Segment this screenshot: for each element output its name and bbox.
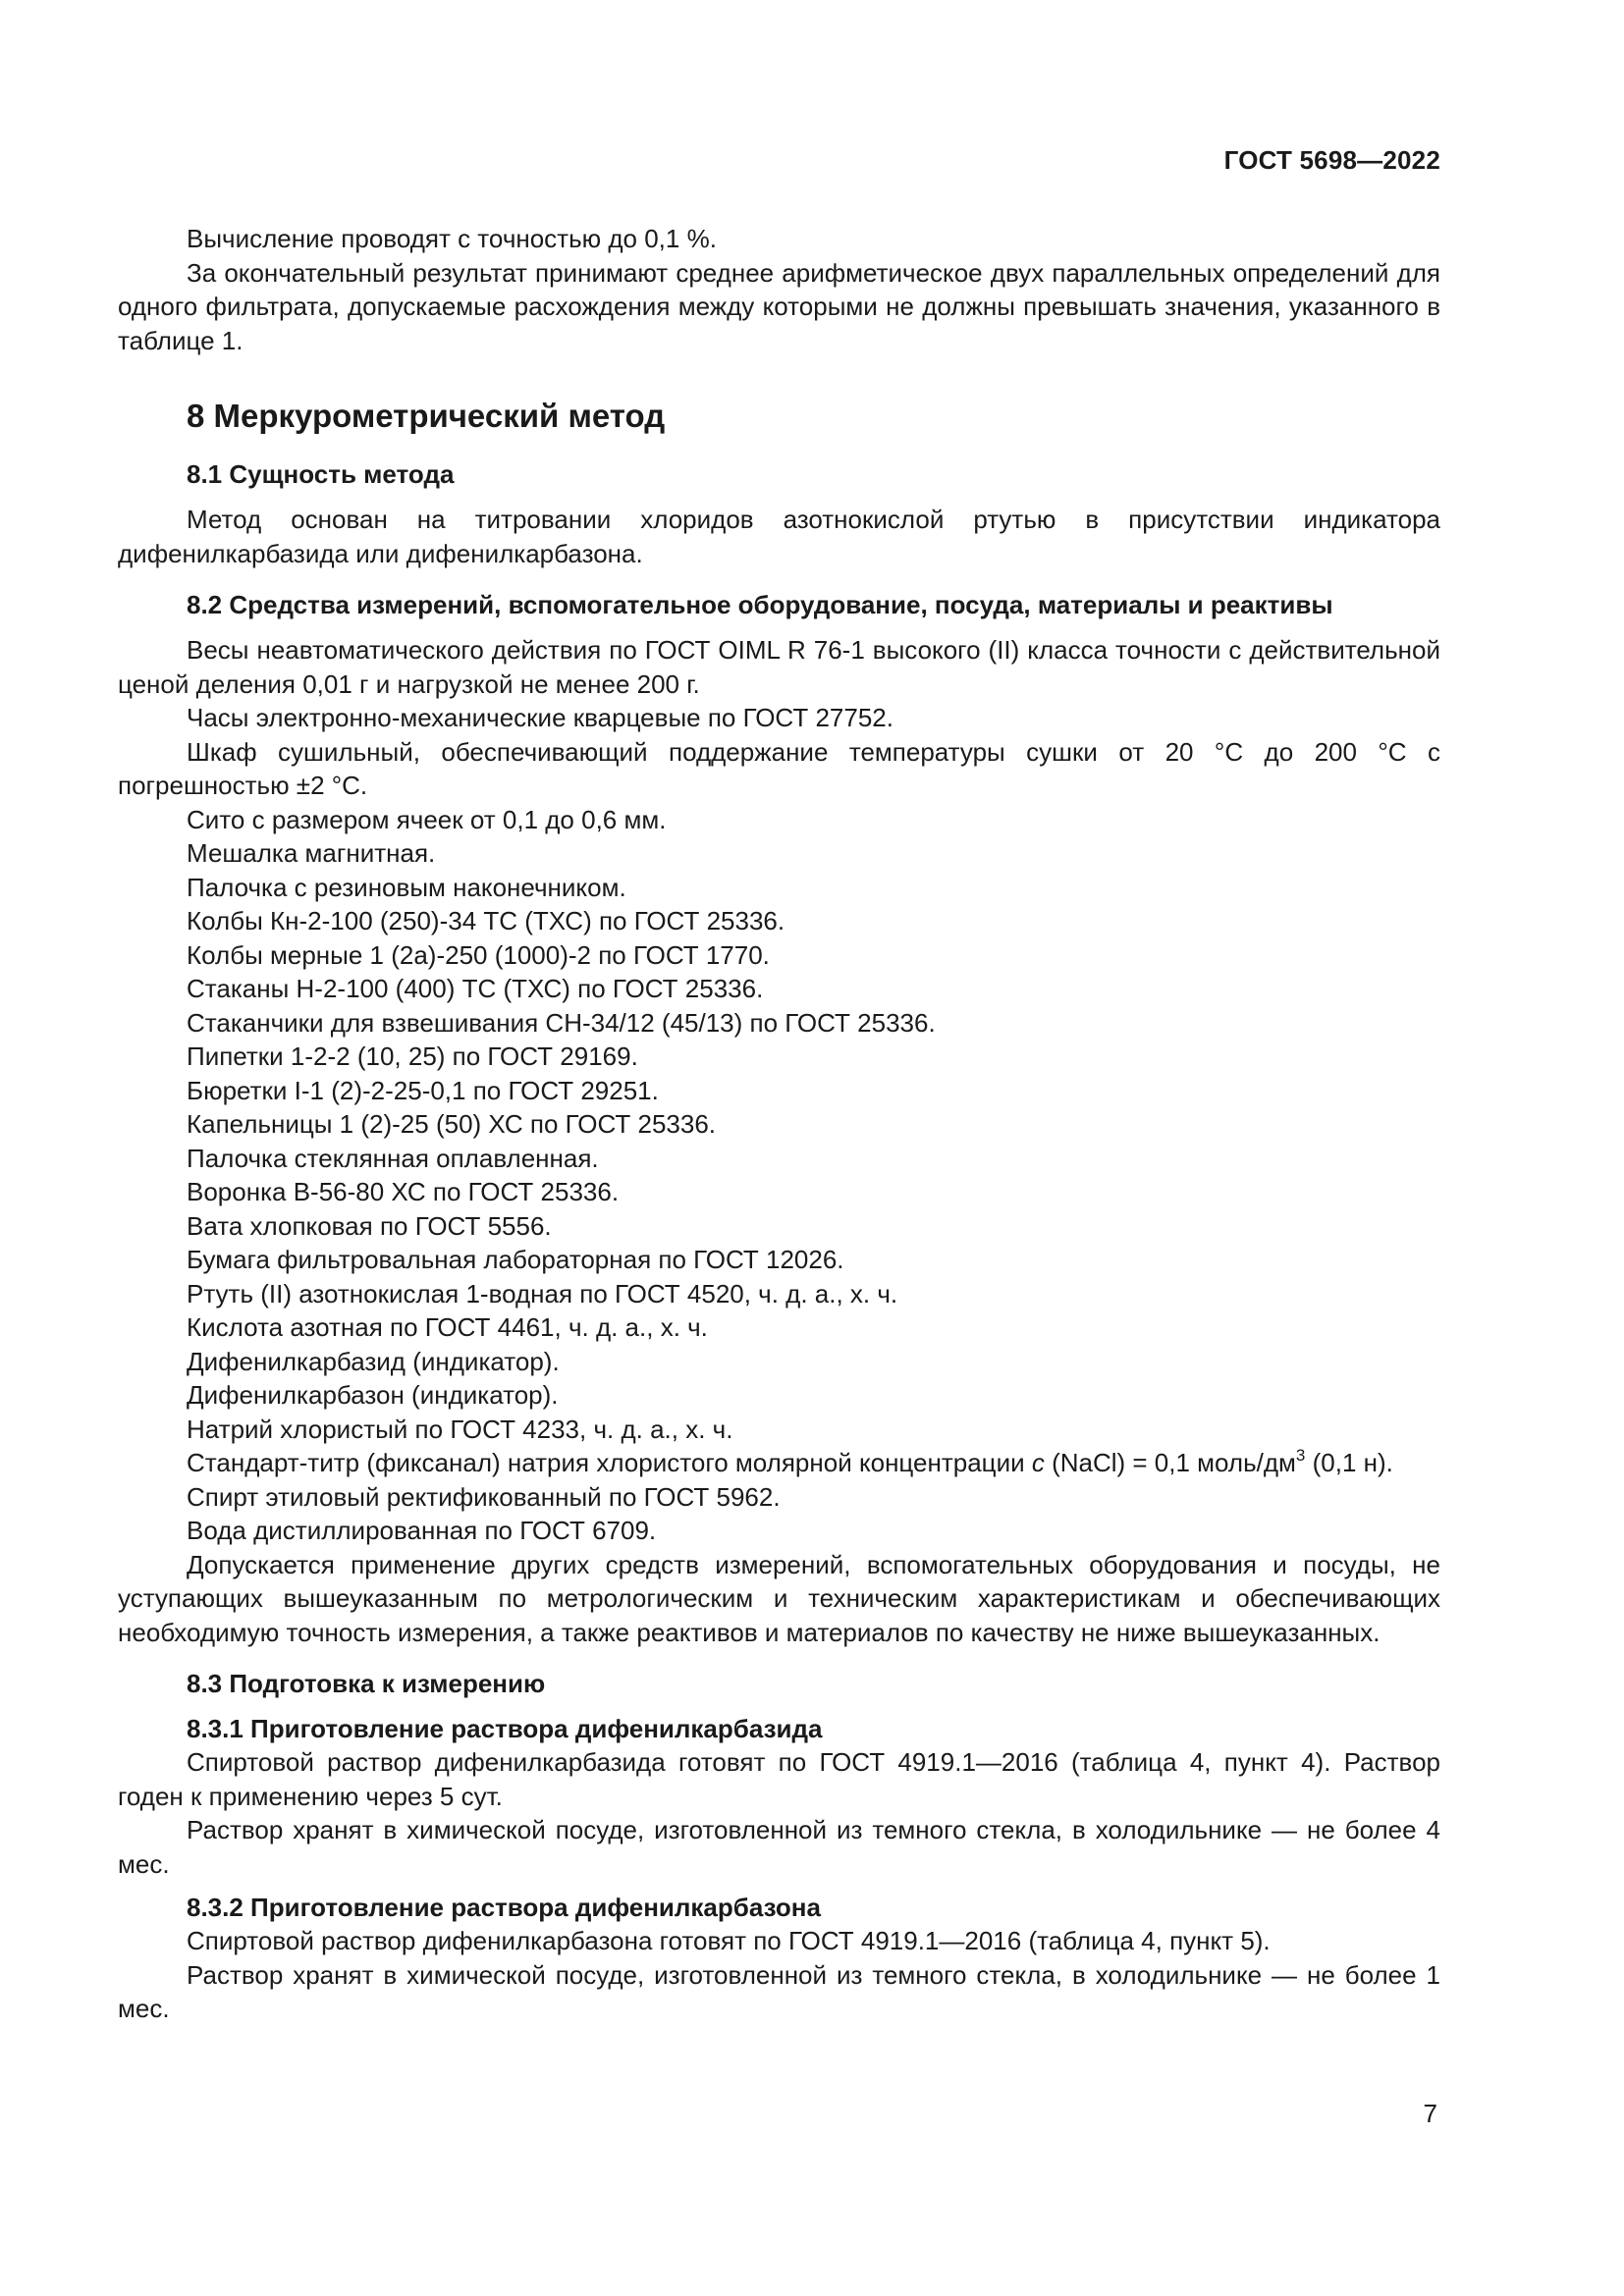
subsection-heading-8-2: 8.2 Средства измерений, вспомогательное оборудование, посуда, материалы и реактивы: [187, 590, 1333, 619]
list-item: Дифенилкарбазид (индикатор).: [187, 1346, 560, 1376]
list-item: Мешалка магнитная.: [187, 838, 436, 868]
list-item-standard-titre: [118, 1446, 1440, 1480]
list-item: Весы неавтоматического действия по ГОСТ OIML R 76-1 высокого (II) класса точности с действительной ценой деления 0,01 г и нагрузкой не менее 200 г.: [118, 635, 1440, 699]
list-item: Стаканчики для взвешивания СН-34/12 (45/13) по ГОСТ 25336.: [187, 1007, 936, 1038]
paragraph-alternatives-allowed: Допускается применение других средств измерений, вспомогательных оборудования и посуды, не уступающих вышеуказанным по метрологическим и техническим характеристикам и обеспечивающих необходимую точность измерения, а также реактивов и материалов по качеству не ниже вышеуказанных.: [118, 1549, 1440, 1647]
list-item: Капельницы 1 (2)-25 (50) ХС по ГОСТ 25336.: [187, 1109, 717, 1139]
equipment-list: [118, 633, 1440, 1649]
paragraph-calc-precision: Вычисление проводят с точностью до 0,1 %.: [187, 224, 717, 253]
list-item: Палочка стеклянная оплавленная.: [187, 1143, 599, 1173]
list-item: Колбы Кн-2-100 (250)-34 ТС (ТХС) по ГОСТ 25336.: [187, 906, 785, 935]
std-titre-text-before: Стандарт-титр (фиксанал) натрия хлористого молярной концентрации: [187, 1448, 1032, 1477]
concentration-symbol: c: [1031, 1448, 1045, 1477]
paragraph-method-essence: Метод основан на титровании хлоридов азотнокислой ртутью в присутствии индикатора дифенилкарбазида или дифенилкарбазона.: [118, 505, 1440, 568]
list-item: Часы электронно-механические кварцевые по ГОСТ 27752.: [187, 703, 893, 732]
subsection-heading-8-1: 8.1 Сущность метода: [187, 459, 455, 489]
std-titre-text-after: (0,1 н).: [1305, 1448, 1393, 1477]
std-titre-text-mid: (NaCl) = 0,1 моль/дм: [1044, 1448, 1296, 1477]
page-content: [118, 222, 1440, 2026]
paragraph-diphenylcarbazone-prep: Спиртовой раствор дифенилкарбазона готовят по ГОСТ 4919.1—2016 (таблица 4, пункт 5).: [187, 1926, 1271, 1955]
page-number: 7: [1423, 2099, 1437, 2128]
list-item: Кислота азотная по ГОСТ 4461, ч. д. а., х. ч.: [187, 1312, 708, 1342]
list-item: Бюретки I-1 (2)-2-25-0,1 по ГОСТ 29251.: [187, 1075, 659, 1105]
list-item: Вода дистиллированная по ГОСТ 6709.: [187, 1516, 657, 1545]
paragraph-final-result: За окончательный результат принимают среднее арифметическое двух параллельных определений для одного фильтрата, допускаемые расхождения между которыми не должны превышать значения, указанного в таблице 1.: [118, 257, 1440, 355]
list-item: Бумага фильтровальная лабораторная по ГОСТ 12026.: [187, 1245, 844, 1274]
list-item: Палочка с резиновым наконечником.: [187, 872, 626, 902]
paragraph-diphenylcarbazide-prep: Спиртовой раствор дифенилкарбазида готовят по ГОСТ 4919.1—2016 (таблица 4, пункт 4). Раствор годен к применению через 5 сут.: [118, 1747, 1440, 1811]
list-item: Ртуть (II) азотнокислая 1-водная по ГОСТ 4520, ч. д. а., х. ч.: [187, 1278, 898, 1308]
superscript-3: 3: [1295, 1446, 1306, 1465]
list-item: Сито с размером ячеек от 0,1 до 0,6 мм.: [187, 804, 667, 834]
paragraph-diphenylcarbazide-storage: Раствор хранят в химической посуде, изготовленной из темного стекла, в холодильнике — не более 4 мес.: [118, 1815, 1440, 1879]
list-item: Воронка В-56-80 ХС по ГОСТ 25336.: [187, 1177, 620, 1206]
list-item: Натрий хлористый по ГОСТ 4233, ч. д. а., х. ч.: [187, 1414, 733, 1444]
list-item: Колбы мерные 1 (2а)-250 (1000)-2 по ГОСТ 1770.: [187, 939, 770, 970]
standard-designation: ГОСТ 5698—2022: [1223, 145, 1440, 175]
list-item: Пипетки 1-2-2 (10, 25) по ГОСТ 29169.: [187, 1041, 638, 1071]
subsection-heading-8-3-2: 8.3.2 Приготовление раствора дифенилкарбазона: [187, 1893, 821, 1922]
list-item: Шкаф сушильный, обеспечивающий поддержание температуры сушки от 20 °С до 200 °С с погрешностью ±2 °С.: [118, 736, 1440, 800]
paragraph-diphenylcarbazone-storage: Раствор хранят в химической посуде, изготовленной из темного стекла, в холодильнике — не более 1 мес.: [118, 1959, 1440, 2023]
list-item: Стаканы Н-2-100 (400) ТС (ТХС) по ГОСТ 25336.: [187, 974, 764, 1003]
section-heading-8: 8 Меркурометрический метод: [187, 398, 666, 434]
subsection-heading-8-3: 8.3 Подготовка к измерению: [187, 1669, 546, 1698]
list-item: Вата хлопковая по ГОСТ 5556.: [187, 1210, 552, 1241]
list-item: Спирт этиловый ректификованный по ГОСТ 5962.: [187, 1481, 781, 1512]
list-item: Дифенилкарбазон (индикатор).: [187, 1380, 559, 1410]
subsection-heading-8-3-1: 8.3.1 Приготовление раствора дифенилкарбазида: [187, 1714, 823, 1743]
